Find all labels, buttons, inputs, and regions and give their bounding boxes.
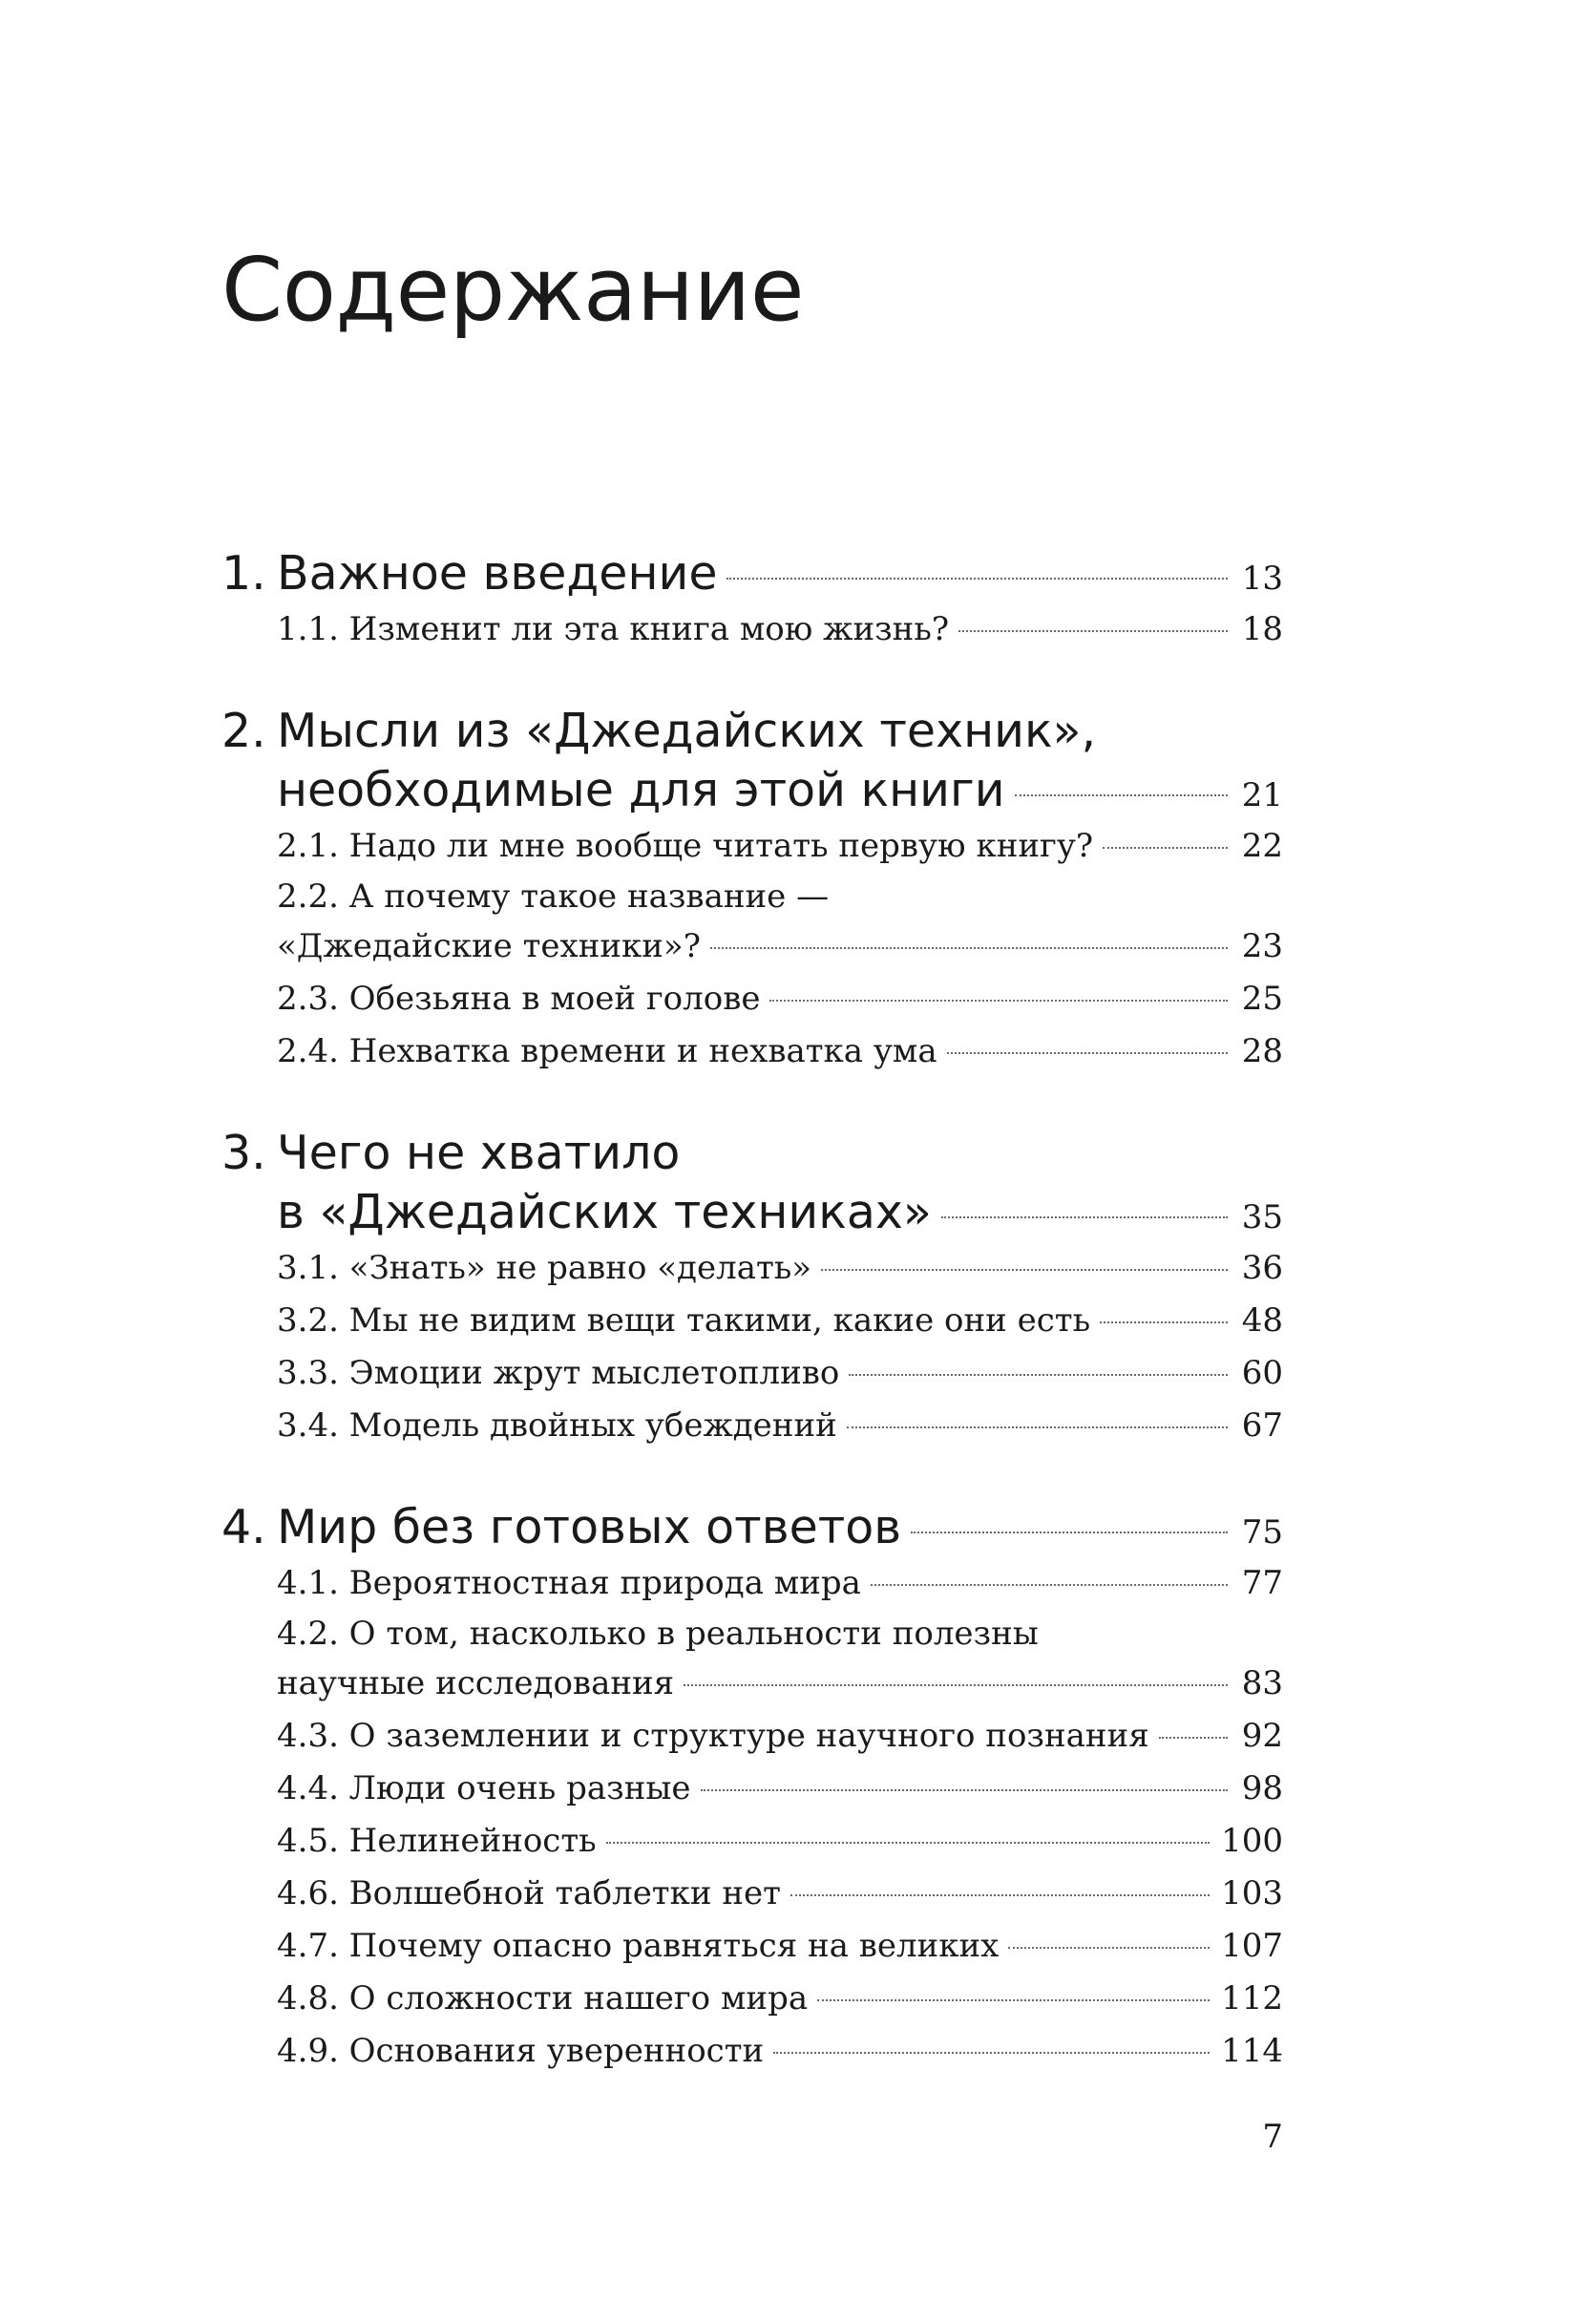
toc-section-title: 3.2. Мы не видим вещи такими, какие они есть xyxy=(277,1301,1091,1340)
toc-section-entry[interactable] xyxy=(221,1763,1283,1815)
toc-section-entry[interactable] xyxy=(221,1868,1283,1920)
toc-section-entry[interactable] xyxy=(221,1295,1283,1347)
dot-leader xyxy=(941,1216,1228,1218)
page-number: 7 xyxy=(1262,2118,1283,2156)
toc-chapter-title: Мысли из «Джедайских техник», xyxy=(277,704,1097,758)
toc-chapter-entry[interactable] xyxy=(221,1498,1283,1557)
toc-section-entry[interactable] xyxy=(221,2025,1283,2078)
toc-section-title: 2.4. Нехватка времени и нехватка ума xyxy=(277,1032,937,1070)
toc-page-number: 25 xyxy=(1241,980,1283,1018)
toc-page-number: 75 xyxy=(1241,1513,1283,1552)
dot-leader xyxy=(911,1532,1228,1533)
toc-chapter xyxy=(221,1124,1283,1452)
toc-page-number: 22 xyxy=(1241,827,1283,865)
dot-leader xyxy=(726,578,1228,580)
toc-chapter-number: 3. xyxy=(221,1126,266,1180)
toc-page-number: 67 xyxy=(1241,1406,1283,1445)
dot-leader xyxy=(947,1052,1228,1054)
toc-section-title: 4.8. О сложности нашего мира xyxy=(277,1979,809,2018)
toc-chapter-number: 1. xyxy=(221,546,266,601)
toc-section-entry[interactable] xyxy=(221,603,1283,656)
toc-section-entry[interactable] xyxy=(221,920,1283,973)
dot-leader xyxy=(701,1789,1228,1791)
toc-section-entry[interactable] xyxy=(221,1920,1283,1973)
toc-page-number: 92 xyxy=(1241,1717,1283,1755)
toc-section-title: 4.5. Нелинейность xyxy=(277,1822,597,1860)
toc-section-entry[interactable] xyxy=(221,1557,1283,1610)
toc-chapter-title-line xyxy=(221,702,1283,761)
toc-section-title: 3.3. Эмоции жрут мыслетопливо xyxy=(277,1354,840,1392)
dot-leader xyxy=(1100,1321,1228,1323)
toc-chapter-title: необходимые для этой книги xyxy=(277,763,1005,817)
page-title: Содержание xyxy=(221,239,804,341)
toc-section-entry[interactable] xyxy=(221,1658,1283,1710)
dot-leader xyxy=(769,1000,1228,1002)
toc-section-title-line xyxy=(221,873,1283,920)
toc-section-entry[interactable] xyxy=(221,820,1283,873)
dot-leader xyxy=(773,2052,1210,2054)
dot-leader xyxy=(847,1426,1228,1428)
toc-section-title: 4.7. Почему опасно равняться на великих xyxy=(277,1927,1000,1965)
toc-section-title: 3.1. «Знать» не равно «делать» xyxy=(277,1249,812,1287)
toc-page-number: 13 xyxy=(1241,560,1283,598)
toc-page-number: 98 xyxy=(1241,1769,1283,1807)
toc-section-title: 3.4. Модель двойных убеждений xyxy=(277,1406,837,1445)
toc-page-number: 21 xyxy=(1241,776,1283,814)
toc-chapter-entry[interactable] xyxy=(221,1183,1283,1242)
toc-chapter-title: Мир без готовых ответов xyxy=(277,1500,902,1554)
toc-page-number: 60 xyxy=(1241,1354,1283,1392)
dot-leader xyxy=(1015,794,1228,796)
dot-leader xyxy=(684,1684,1228,1686)
dot-leader xyxy=(821,1269,1228,1271)
toc-page-number: 107 xyxy=(1221,1927,1283,1965)
toc-chapter-number: 4. xyxy=(221,1500,266,1554)
dot-leader xyxy=(1103,847,1228,849)
toc-section-entry[interactable] xyxy=(221,1710,1283,1763)
dot-leader xyxy=(871,1584,1228,1586)
toc-section-title: 4.9. Основания уверенности xyxy=(277,2032,765,2070)
toc-page-number: 77 xyxy=(1241,1564,1283,1602)
toc-chapter xyxy=(221,544,1283,656)
dot-leader xyxy=(710,947,1228,949)
toc-chapter xyxy=(221,1498,1283,2078)
dot-leader xyxy=(849,1374,1228,1376)
toc-section-title: 2.2. А почему такое название — xyxy=(277,877,830,916)
toc-chapter-title-line xyxy=(221,1124,1283,1183)
dot-leader xyxy=(817,1999,1210,2001)
toc-section-entry[interactable] xyxy=(221,973,1283,1025)
toc-section-title: научные исследования xyxy=(277,1664,675,1702)
toc-chapter-title: Важное введение xyxy=(277,546,718,601)
toc-section-title: «Джедайские техники»? xyxy=(277,927,701,965)
dot-leader xyxy=(606,1842,1210,1844)
toc-chapter-entry[interactable] xyxy=(221,761,1283,820)
toc-section-entry[interactable] xyxy=(221,1815,1283,1868)
toc-section-title: 4.4. Люди очень разные xyxy=(277,1769,691,1807)
toc-chapter xyxy=(221,702,1283,1078)
toc-page-number: 48 xyxy=(1241,1301,1283,1340)
toc-page-number: 28 xyxy=(1241,1032,1283,1070)
toc-chapter-number: 2. xyxy=(221,704,266,758)
toc-page-number: 114 xyxy=(1221,2032,1283,2070)
toc-page-number: 35 xyxy=(1241,1198,1283,1236)
toc-chapter-entry[interactable] xyxy=(221,544,1283,603)
toc-chapter-title: в «Джедайских техниках» xyxy=(277,1185,932,1239)
toc-page-number: 100 xyxy=(1221,1822,1283,1860)
toc-section-title: 2.1. Надо ли мне вообще читать первую книгу? xyxy=(277,827,1094,865)
toc-section-entry[interactable] xyxy=(221,1347,1283,1400)
table-of-contents xyxy=(221,544,1283,2123)
toc-page-number: 112 xyxy=(1221,1979,1283,2018)
toc-section-title: 4.2. О том, насколько в реальности полезны xyxy=(277,1615,1039,1653)
dot-leader xyxy=(1159,1737,1228,1739)
toc-page-number: 103 xyxy=(1221,1874,1283,1912)
toc-section-title: 1.1. Изменит ли эта книга мою жизнь? xyxy=(277,610,950,648)
toc-section-title-line xyxy=(221,1610,1283,1658)
dot-leader xyxy=(1008,1947,1210,1949)
toc-section-entry[interactable] xyxy=(221,1973,1283,2025)
toc-section-entry[interactable] xyxy=(221,1242,1283,1295)
toc-page-number: 23 xyxy=(1241,927,1283,965)
dot-leader xyxy=(790,1894,1210,1896)
toc-page-number: 18 xyxy=(1241,610,1283,648)
dot-leader xyxy=(958,630,1228,632)
toc-section-entry[interactable] xyxy=(221,1025,1283,1078)
toc-chapter-title: Чего не хватило xyxy=(277,1126,681,1180)
toc-page-number: 83 xyxy=(1241,1664,1283,1702)
toc-section-title: 4.6. Волшебной таблетки нет xyxy=(277,1874,781,1912)
toc-section-entry[interactable] xyxy=(221,1400,1283,1452)
toc-page-number: 36 xyxy=(1241,1249,1283,1287)
toc-section-title: 4.1. Вероятностная природа мира xyxy=(277,1564,861,1602)
toc-section-title: 2.3. Обезьяна в моей голове xyxy=(277,980,761,1018)
toc-section-title: 4.3. О заземлении и структуре научного познания xyxy=(277,1717,1149,1755)
